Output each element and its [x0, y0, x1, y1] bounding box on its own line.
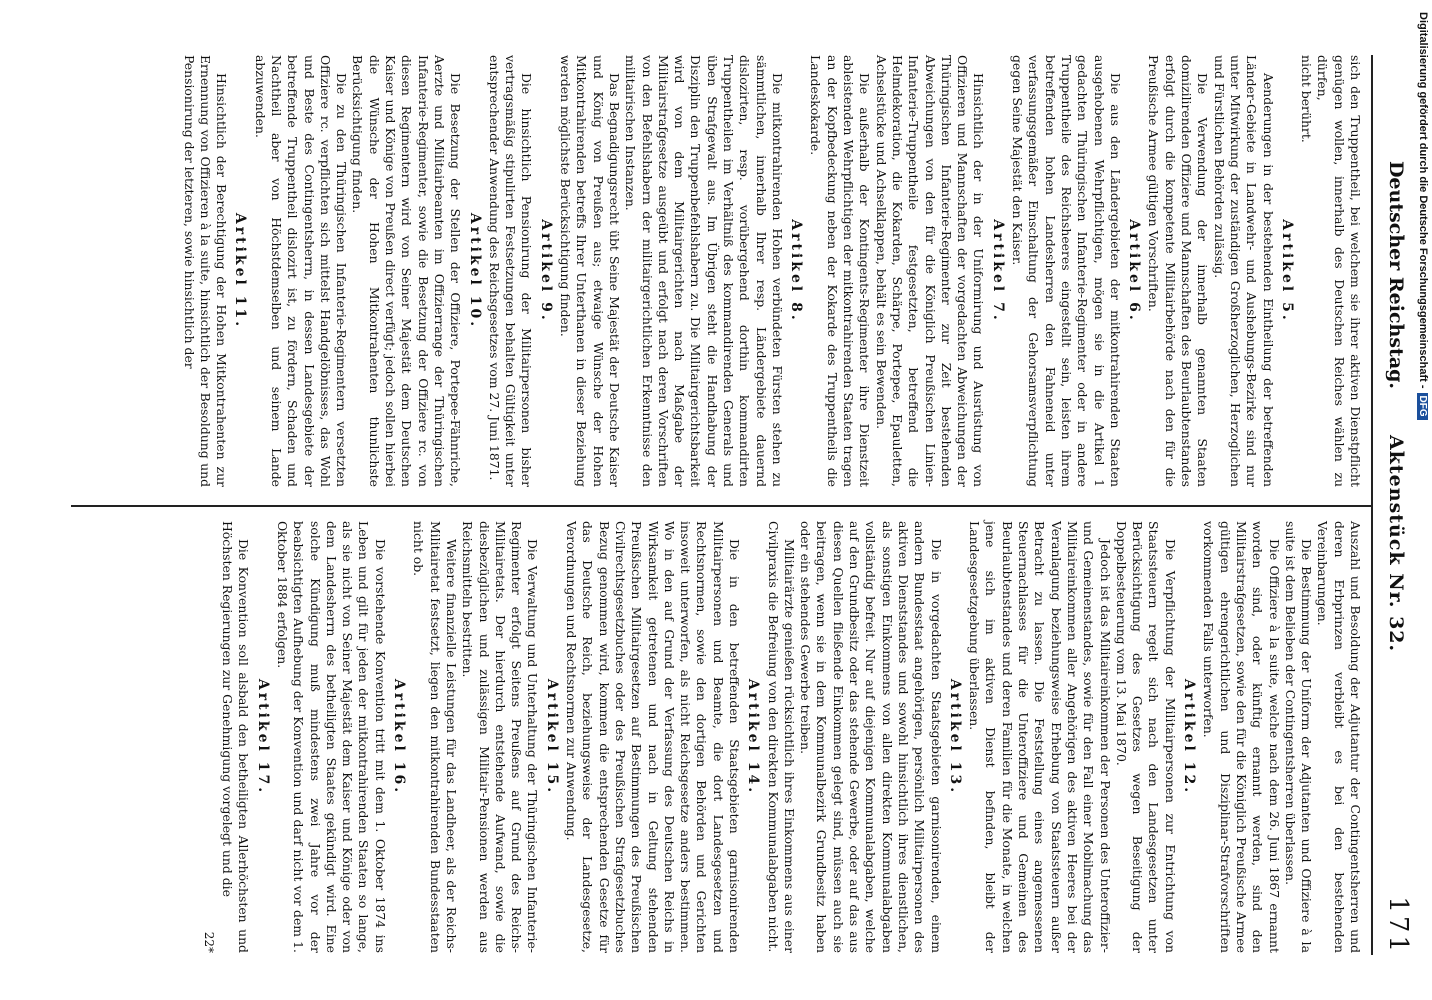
paragraph: Die in vorgedachten Staatsgebieten garnisonirenden, einem andern Bundesstaat angehörigen, persönlich Militairpersonen des aktiven Dienststandes und sowohl hinsichtlich ihres dienstlichen, als sonstigen Einkommens von allen direkten Kommunalabgaben vollständig befreit. Nur auf diejenigen Kommunalabgaben, welche auf den Grundbesitz oder das stehende Gewerbe, oder auf das aus diesen Quellen fließende Einkommen gelegt sind, müssen auch sie beitragen, wenn sie in dem Kommunalbezirk Grundbesitz haben oder ein stehendes Gewerbe treiben. — [798, 521, 944, 953]
paragraph: Hinsichtlich der in der Uniformirung und Ausrüstung von Offizieren und Mannschaften der vorgedachten Abweichungen der Thüringischen Infanterie-Regimenter zur Zeit bestehenden Abweichungen von den für die Königlich Preußischen Linien-Infanterie-Truppentheile festgesetzten, betreffend die Helmdekoration, die Kokarden, Schärpe, Portepee, Epauletten, Achselstücke und Achselklappen, behält es sein Bewenden. — [873, 55, 987, 487]
paragraph: Die hinsichtlich Pensionirung der Militairpersonen bisher vertragsmäßig stipulirten Festsetzungen behalten Gültigkeit unter entsprechender Anwendung des Reichsgesetzes vom 27. Juni 1871. — [486, 55, 535, 487]
paragraph: Die mitkontrahirenden Hohen verbündeten Fürsten stehen zu sämmtlichen, innerhalb Ihrer resp. Ländergebiete dauernd dislozirten, resp. vorübergehend dorthin kommandirten Truppentheilen im Verhältniß des kommandirenden Generals und üben Strafgewalt aus. Im Übrigen steht die Handhabung der Disziplin den Truppenbefehlshabern zu. Die Militairgerichtsbarkeit wird von dem Militairgerichten nach Maßgabe der Militairstrafgesetze ausgeübt und erfolgt nach deren Vorschriften von den Befehlshabern der militairgerichtlichen Erkenntnisse den militairischen Instanzen. — [623, 55, 785, 487]
running-title-right: Aktenstück Nr. 32. — [1385, 435, 1407, 653]
paragraph: Jedoch ist das Militaireinkommen der Personen des Unteroffizier- und Gemeinenstandes, sowie für den Fall einer Mobilmachung das Militaireinkommen aller Angehörigen des aktiven Heeres bei der Veranlagung beziehungsweise Erhebung von Staatssteuern außer Betracht zu lassen. Die Feststellung eines angemessenen Steuernachlasses für die Unteroffiziere und Gemeinen des Beurlaubtenstandes und deren Familien für die Monate, in welchen jene sich im aktiven Dienst befinden, bleibt der Landesgesetzgebung überlassen. — [967, 521, 1113, 953]
paragraph: Die Bestimmung der Uniform der Adjutanten und Offiziere à la suite ist dem Belieben der Contingentsherren überlassen. — [1282, 521, 1315, 953]
rotated-page — [70, 55, 1415, 955]
digitization-credit — [1414, 12, 1432, 712]
paragraph: Die außerhalb der Kontingents-Regimenter ihre Dienstzeit ableistenden Wehrpflichtigen der mitkontrahirenden Staaten tragen an der Kopfbedeckung neben der Kokarde des Truppentheils die Landeskokarde. — [808, 55, 873, 487]
running-title-left: Deutscher Reichstag. — [1385, 160, 1407, 390]
article-heading: Artikel 17. — [254, 678, 271, 796]
left-column — [180, 55, 1363, 487]
paragraph: Hinsichtlich der Berechtigung der Hohen Mitkontrahenten zur Ernennung von Offizieren à la suite, hinsichtlich der Besoldung und Pensionirung der letzteren, sowie hinsichtlich der — [181, 55, 230, 487]
article-heading: Artikel 7. — [989, 219, 1006, 323]
article-heading: Artikel 8. — [788, 219, 805, 323]
article-heading: Artikel 6. — [1126, 219, 1143, 323]
paragraph: Militairärzte genießen rücksichtlich ihres Einkommens aus einer Civilpraxis die Befreiung von den direkten Kommunalabgaben nicht. — [765, 521, 797, 953]
credit-text: Digitalisierung gefördert durch die Deutsche Forschungsgemeinschaft - — [1417, 12, 1429, 389]
paragraph: Die Konvention soll alsbald den betheiligten Allerhöchsten und Höchsten Regierungen zur Genehmigung vorgelegt und die — [220, 521, 252, 953]
dfg-logo: DFG — [1418, 393, 1429, 420]
article-heading: Artikel 13. — [946, 678, 963, 796]
paragraph: sich den Truppentheil, bei welchem sie ihrer aktiven Dienstpflicht genügen wollen, innerhalb des Deutschen Reiches wählen zu dürfen, — [1315, 55, 1363, 487]
column-divider — [71, 505, 1371, 507]
paragraph: Aenderungen in der bestehenden Eintheilung der betreffenden Länder-Gebiete in Landwehr- und Aushebungs-Bezirke sind nur unter Mitwirkung der zuständigen Großherzoglichen, Herzoglichen und Fürstlichen Behörden zulässig. — [1211, 55, 1276, 487]
page-header — [1375, 55, 1415, 955]
signature-mark: 22* — [201, 931, 216, 953]
article-heading: Artikel 15. — [543, 678, 560, 796]
paragraph: Weitere finanzielle Leistungen für das Landheer, als der Reichs-Militairetat festsetzt, liegen den mitkontrahirenden Bundesstaaten nicht ob. — [411, 521, 459, 953]
header-rule — [1371, 55, 1373, 955]
paragraph: Die Verwendung der innerhalb genannten Staaten domizilirenden Offiziere und Mannschaften des Beurlaubtenstandes erfolgt durch die kompetente Militairbehörde nach den für die Preußische Armee gültigen Vorschriften. — [1146, 55, 1211, 487]
article-heading: Artikel 14. — [745, 678, 762, 796]
paragraph: Die zu den Thüringischen Infanterie-Regimentern versetzten Offiziere rc. verpflichten sich mittelst Handgelöbnisses, das Wohl und Beste des Contingentsherrn, in dessen Landesgebiete der betreffende Truppentheil dislozirt ist, zu fördern, Schaden und Nachtheil aber von Höchstdemselben und seinem Lande abzuwenden. — [252, 55, 350, 487]
paragraph: Die Offiziere à la suite, welche nach dem 26. Juni 1867 ernannt worden sind, oder künftig ernannt werden, sind den Militairstrafgesetzen, sowie den für die Königlich Preußische Armee gültigen ehrengerichtlichen und Disziplinar-Strafvorschriften vorkommenden Falls unterworfen. — [1201, 521, 1282, 953]
article-heading: Artikel 12. — [1181, 678, 1198, 796]
article-heading: Artikel 16. — [391, 678, 408, 796]
paragraph: Die Verpflichtung der Militairpersonen zur Entrichtung von Staatssteuern regelt sich nach den Landesgesetzen unter Berücksichtigung des Gesetzes wegen Beseitigung der Doppelbesteuerung vom 13. Mai 1870. — [1113, 521, 1178, 953]
article-heading: Artikel 5. — [1278, 219, 1295, 323]
article-heading: Artikel 11. — [232, 212, 249, 330]
paragraph: Die Besetzung der Stellen der Offiziere, Portepee-Fähnriche, Aerzte und Militairbeamten im Offizierrange der Thüringischen Infanterie-Regimenter, sowie die Besetzung der Offiziere rc. von diesen Regimentern wird von Seiner Majestät dem Deutschen Kaiser und Könige von Preußen direct verfügt; jedoch sollen hierbei die Wünsche der Hohen Mitkontrahenten thunlichste Berücksichtigung finden. — [350, 55, 464, 487]
paragraph: Das Begnadigungsrecht übt Seine Majestät der Deutsche Kaiser und König von Preußen aus; etwaige Wünsche der Hohen Mitkontrahirenden betreffs Ihrer Unterthanen in dieser Beziehung werden möglichste Berücksichtigung finden. — [558, 55, 622, 487]
article-heading: Artikel 9. — [537, 219, 554, 323]
paragraph: Die vorstehende Konvention tritt mit dem 1. Oktober 1874 ins Leben und gilt für jeden der mitkontrahirenden Staaten so lange, als sie nicht von Seiner Majestät dem Kaiser und Könige oder von dem Landesherrn des betheiligten Staates gekündigt wird. Eine solche Kündigung muß mindestens zwei Jahre vor der beabsichtigten Aufhebung der Konvention und darf nicht vor dem 1. Oktober 1884 erfolgen. — [275, 521, 388, 953]
right-column — [201, 521, 1363, 953]
article-heading: Artikel 10. — [466, 212, 483, 330]
paragraph: Die aus den Ländergebieten der mitkontrahirenden Staaten ausgehobenen Wehrpflichtigen, mögen sie in die Artikel 1 gedachten Thüringischen Infanterie-Regimenter oder in andere Truppentheile des Reichsheeres eingestellt sein, leisten ihrem betreffenden hohen Landesherren den Fahneneid unter verfassungsgemäßer Einschaltung der Gehorsamsverpflichtung gegen Seine Majestät den Kaiser. — [1010, 55, 1123, 487]
paragraph: Die in den betreffenden Staatsgebieten garnisonirenden Militairpersonen und Beamte, die dort Landesgesetzen und Rechtsnormen, sowie den dortigen Behörden und Gerichten insoweit unterworfen, als nicht Reichsgesetze anders bestimmen. Wo in den auf Grund der Verfassung des Deutschen Reichs in Wirksamkeit getretenen und nach in Geltung stehenden Preußischen Militairgesetzen auf Bestimmungen des Preußischen Civilrechtsgesetzbuches oder des Preußischen Strafgesetzbuches Bezug genommen wird, kommen die entsprechenden Gesetze für das Deutsche Reich, beziehungsweise der Landesgesetze, Verordnungen und Rechtsnormen zur Anwendung. — [564, 521, 743, 953]
paragraph: Auszahl und Besoldung der Adjutantur der Contingentsherren und deren Erbprinzen verbleibt es bei den bestehenden Vereinbarungen. — [1315, 521, 1363, 953]
paragraph: nicht berührt. — [1299, 55, 1315, 143]
paragraph: Die Verwaltung und Unterhaltung der Thüringischen Infanterie-Regimenter erfolgt Seitens Preußens auf Grund des Reichs-Militairetats. Der hierdurch entstehende Aufwand, sowie die diesbezüglichen und zulässigen Militair-Pensionen werden aus Reichsmitteln bestritten. — [460, 521, 541, 953]
page-number: 171 — [1383, 896, 1413, 955]
